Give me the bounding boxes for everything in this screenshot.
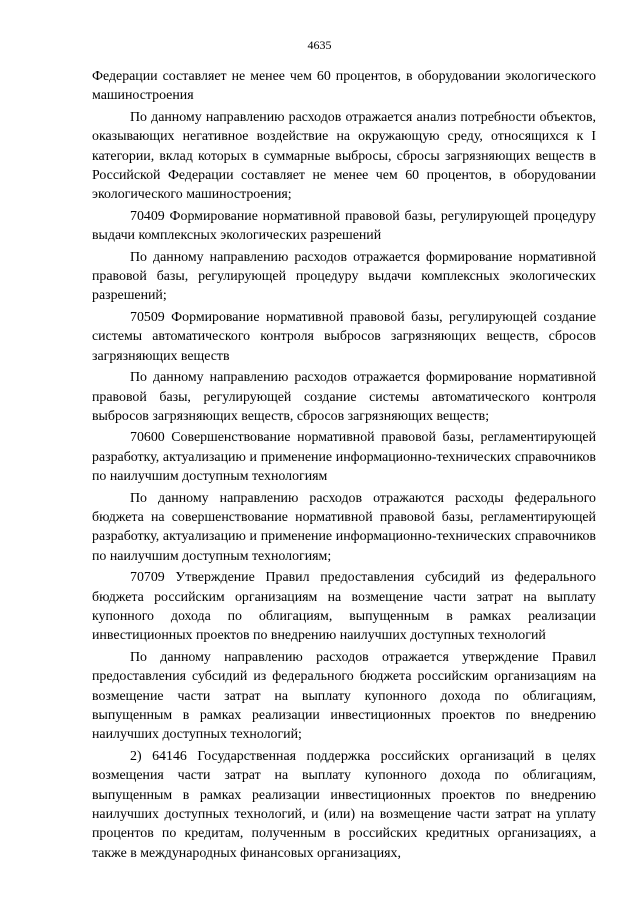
- paragraph: По данному направлению расходов отражается утверждение Правил предоставления субсидий из федерального бюджета российским организациям на возмещение части затрат на выплату купонного дохода по облигациям, выпущенным в рамках реализации инвестиционных проектов по внедрению наилучших доступных технологий;: [92, 649, 596, 743]
- paragraph-heading-64146: 2) 64146 Государственная поддержка российских организаций в целях возмещения части затрат на выплату купонного дохода по облигациям, выпущенным в рамках реализации инвестиционных проектов по внедрению наилучших доступных технологий, и (или) на возмещение части затрат на уплату процентов по кредитам, полученным в российских кредитных организациях, а также в международных финансовых организациях,: [92, 748, 596, 861]
- page-number: 4635: [307, 38, 332, 52]
- paragraph-heading-70509: 70509 Формирование нормативной правовой базы, регулирующей создание системы автоматического контроля выбросов загрязняющих веществ, сбросов загрязняющих веществ: [92, 309, 596, 364]
- paragraph: По данному направлению расходов отражаются расходы федерального бюджета на совершенствование нормативной правовой базы, регламентирующей разработку, актуализацию и применение информационно-технических справочников по наилучшим доступным технологиям;: [92, 490, 596, 564]
- document-body: [92, 67, 596, 865]
- paragraph: По данному направлению расходов отражается анализ потребности объектов, оказывающих негативное воздействие на окружающую среду, относящихся к I категории, вклад которых в суммарные выбросы, сбросы загрязняющих веществ в Российской Федерации составляет не менее чем 60 процентов, в оборудовании экологического машиностроения;: [92, 109, 596, 203]
- paragraph-heading-70600: 70600 Совершенствование нормативной правовой базы, регламентирующей разработку, актуализацию и применение информационно-технических справочников по наилучшим доступным технологиям: [92, 430, 596, 485]
- paragraph-heading-70709: 70709 Утверждение Правил предоставления субсидий из федерального бюджета российским организациям на возмещение части затрат на выплату купонного дохода по облигациям, выпущенным в рамках реализации инвестиционных проектов по внедрению наилучших доступных технологий: [92, 570, 596, 644]
- paragraph: По данному направлению расходов отражается формирование нормативной правовой базы, регулирующей создание системы автоматического контроля выбросов загрязняющих веществ, сбросов загрязняющих веществ;: [92, 370, 596, 424]
- paragraph: По данному направлению расходов отражается формирование нормативной правовой базы, регулирующей процедуру выдачи комплексных экологических разрешений;: [92, 249, 596, 304]
- paragraph-continuation: Федерации составляет не менее чем 60 процентов, в оборудовании экологического машиностроения: [92, 69, 596, 104]
- paragraph-heading-70409: 70409 Формирование нормативной правовой базы, регулирующей процедуру выдачи комплексных экологических разрешений: [92, 208, 596, 244]
